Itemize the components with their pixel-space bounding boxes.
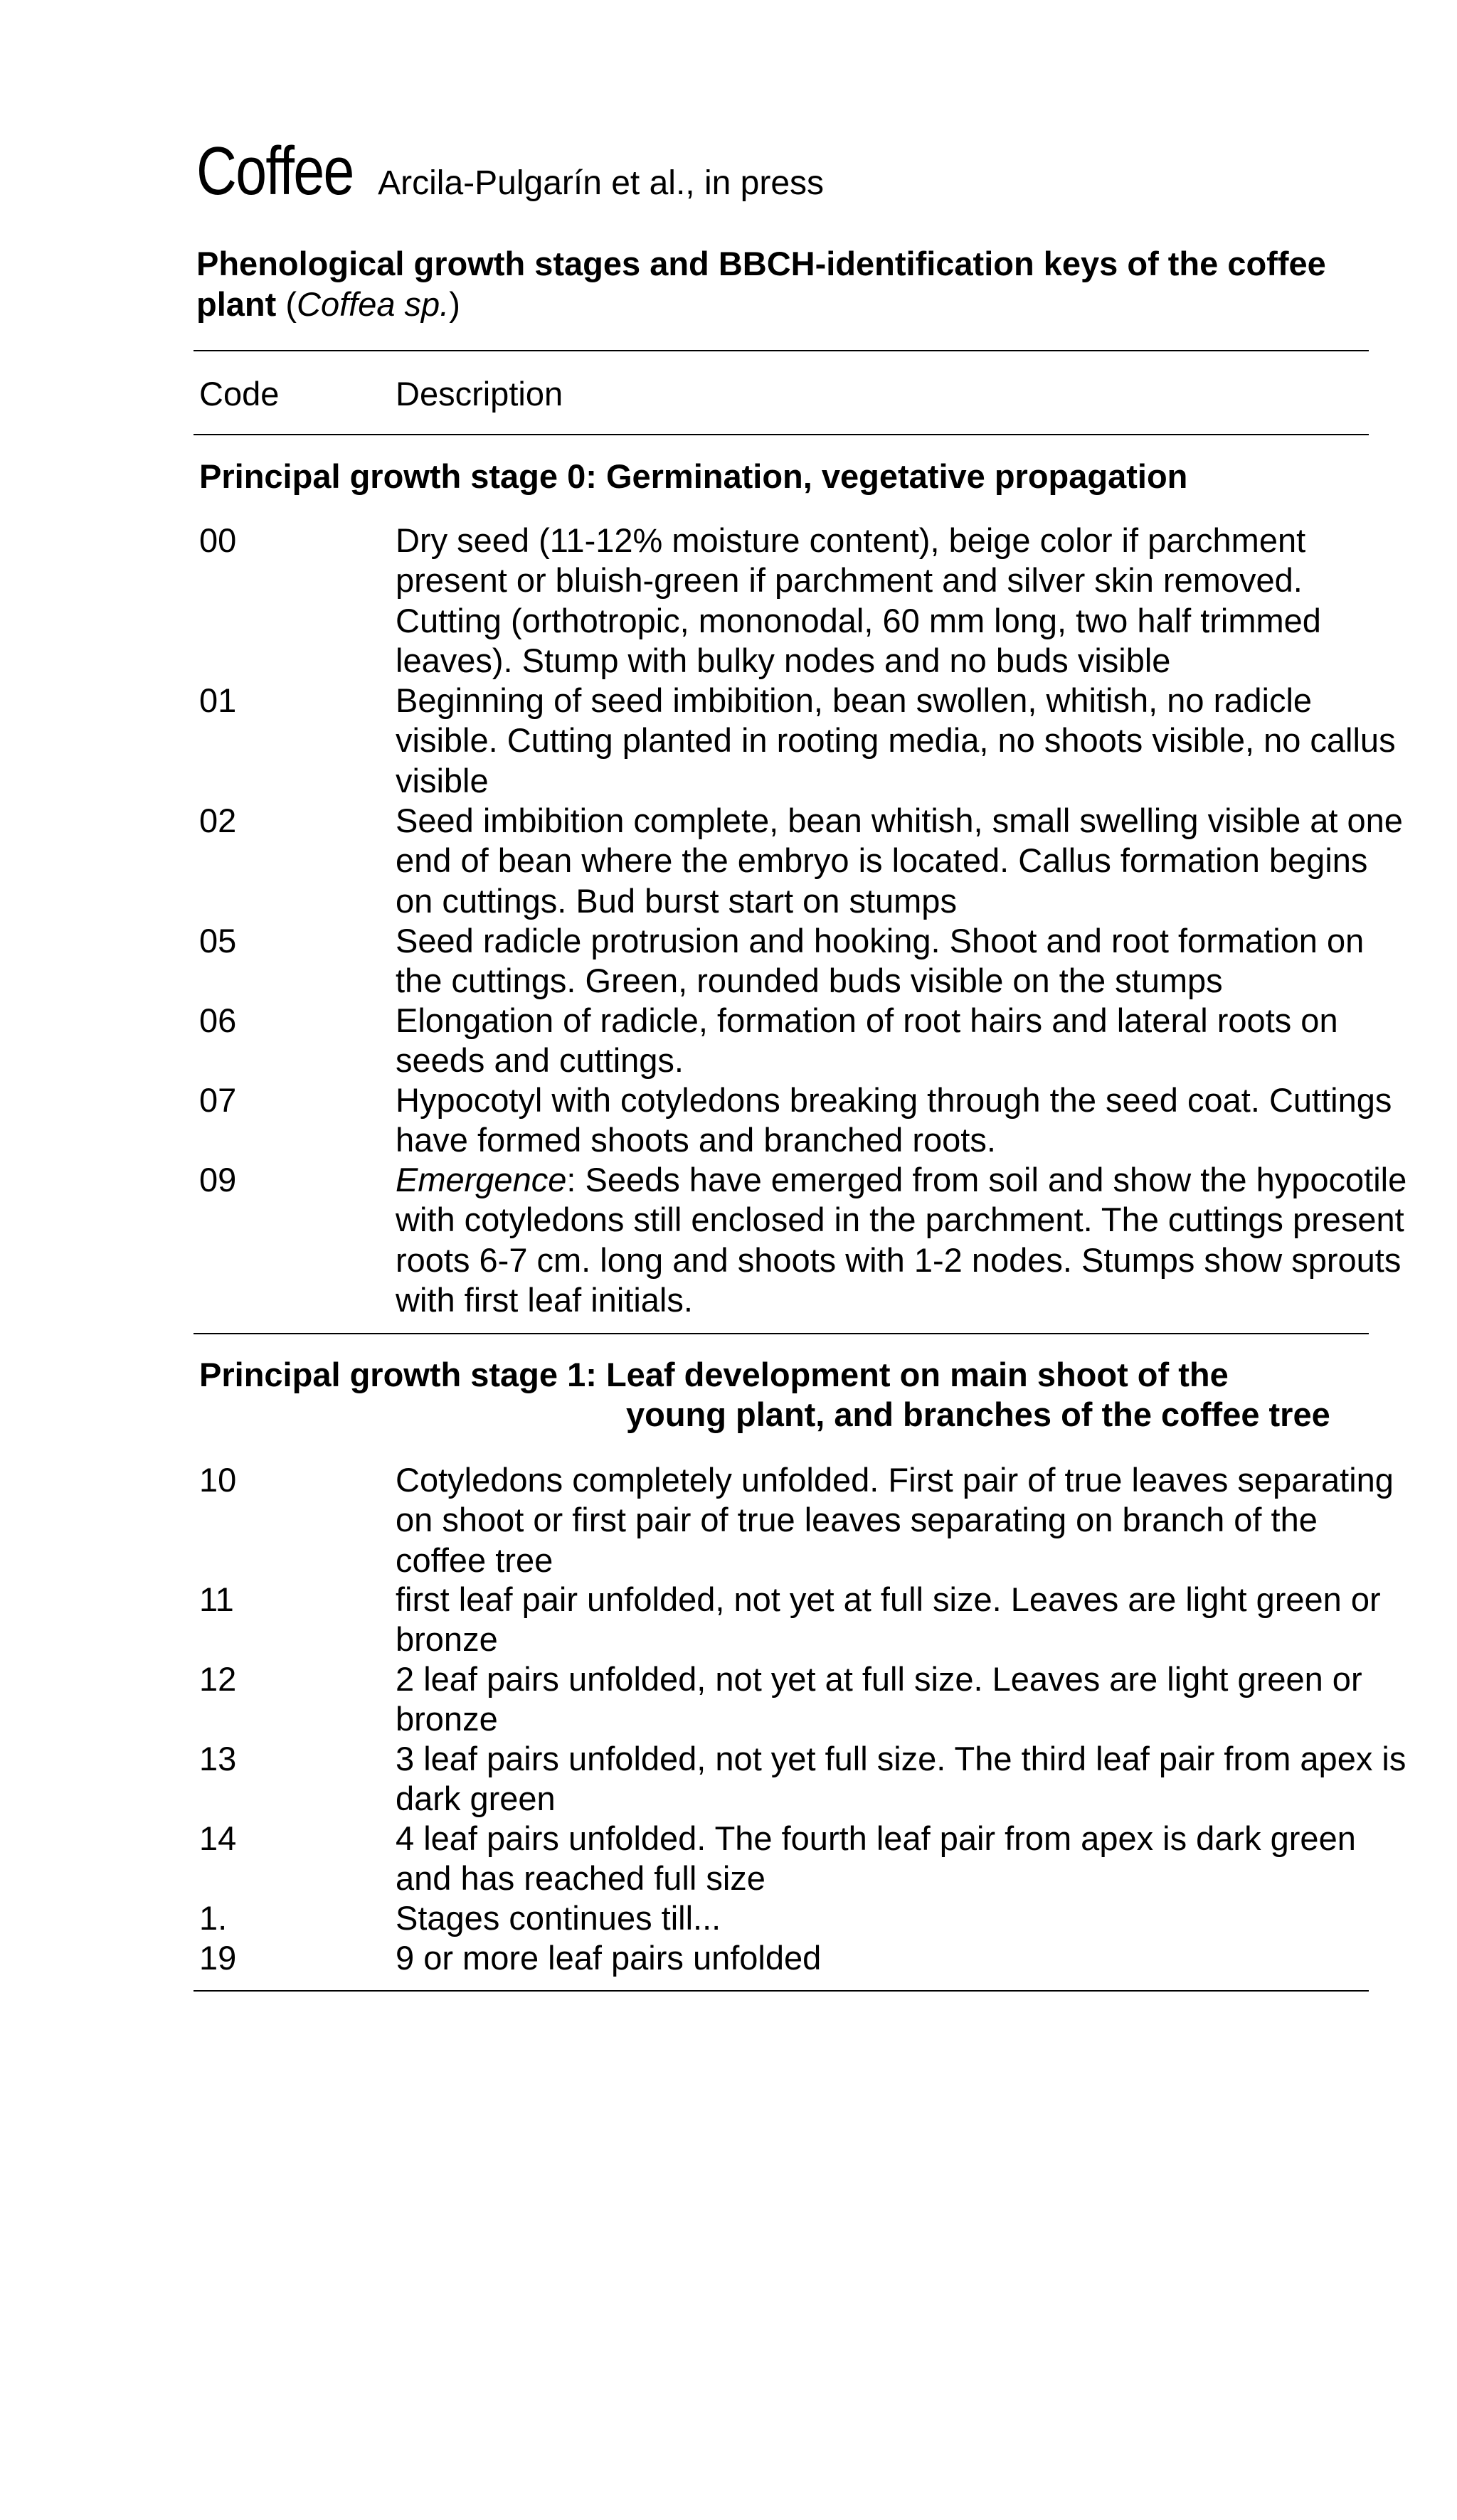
stage-0-end-rule <box>194 1333 1369 1334</box>
stage-1-code: 14 <box>199 1819 237 1857</box>
stage-1-code: 11 <box>199 1580 234 1618</box>
stage-0-description: Seed radicle protrusion and hooking. Shoot and root formation on the cuttings. Green, rounded buds visible on the stumps <box>396 922 1365 1000</box>
column-header-code: Code <box>199 375 280 413</box>
stage-1-code: 13 <box>199 1740 237 1777</box>
stage-0-code: 01 <box>199 681 237 719</box>
caption-species: Coffea sp. <box>297 285 450 323</box>
caption-open-paren: ( <box>276 285 297 323</box>
caption-bold-text: Phenological growth stages and BBCH-identification keys of the coffee plant <box>196 245 1326 323</box>
emergence-term: Emergence <box>396 1161 567 1198</box>
header-rule <box>194 434 1369 435</box>
stage-0-description: Beginning of seed imbibition, bean swollen, whitish, no radicle visible. Cutting planted in rooting media, no shoots visible, no callus visible <box>396 681 1396 799</box>
stage-0-description <box>396 1160 1413 1321</box>
stage-0-heading: Principal growth stage 0: Germination, vegetative propagation <box>199 457 1188 495</box>
stage-1-heading-line-1: Principal growth stage 1: Leaf development on main shoot of the <box>199 1356 1229 1393</box>
stage-1-heading-line-2: young plant, and branches of the coffee tree <box>626 1395 1330 1433</box>
stage-0-description-text: : Seeds have emerged from soil and show the hypocotile with cotyledons still enclosed in the parchment. The cuttings present roots 6-7 cm. long and shoots with 1-2 nodes. Stumps show sprouts with first leaf initials. <box>396 1161 1407 1319</box>
top-rule <box>194 350 1369 351</box>
stage-1-description: 4 leaf pairs unfolded. The fourth leaf pair from apex is dark green and has reached full size <box>396 1819 1356 1898</box>
stage-1-description: Stages continues till... <box>396 1899 721 1937</box>
stage-0-code: 09 <box>199 1161 237 1198</box>
stage-1-description: 2 leaf pairs unfolded, not yet at full size. Leaves are light green or bronze <box>396 1660 1362 1738</box>
stage-1-code: 12 <box>199 1660 237 1698</box>
stage-1-code: 1. <box>199 1899 228 1937</box>
stage-1-description: Cotyledons completely unfolded. First pair of true leaves separating on shoot or first pair of true leaves separating on branch of the coffee tree <box>396 1461 1394 1579</box>
title-line <box>196 132 824 211</box>
stage-1-code: 10 <box>199 1461 237 1499</box>
stage-1-description: 3 leaf pairs unfolded, not yet full size. The third leaf pair from apex is dark green <box>396 1740 1406 1818</box>
page-title: Coffee <box>196 133 354 209</box>
caption-close-paren: ) <box>449 285 460 323</box>
stage-0-description: Dry seed (11-12% moisture content), beige color if parchment present or bluish-green if parchment and silver skin removed. Cutting (orthotropic, mononodal, 60 mm long, two half trimmed leaves). Stump with bulky nodes and no buds visible <box>396 521 1321 680</box>
stage-0-description: Elongation of radicle, formation of root hairs and lateral roots on seeds and cuttings. <box>396 1001 1338 1080</box>
column-header-description: Description <box>396 375 563 413</box>
stage-0-code: 05 <box>199 922 237 959</box>
stage-0-code: 00 <box>199 521 237 559</box>
stage-1-code: 19 <box>199 1939 237 1977</box>
stage-0-code: 02 <box>199 802 237 839</box>
stage-0-code: 06 <box>199 1001 237 1039</box>
table-bottom-rule <box>194 1990 1369 1992</box>
title-reference: Arcila-Pulgarín et al., in press <box>378 164 825 202</box>
stage-1-description: 9 or more leaf pairs unfolded <box>396 1939 822 1977</box>
table-caption <box>196 243 1406 324</box>
stage-0-description: Hypocotyl with cotyledons breaking through the seed coat. Cuttings have formed shoots and branched roots. <box>396 1081 1392 1159</box>
stage-0-description: Seed imbibition complete, bean whitish, small swelling visible at one end of bean where the embryo is located. Callus formation begins on cuttings. Bud burst start on stumps <box>396 802 1403 920</box>
stage-1-description: first leaf pair unfolded, not yet at full size. Leaves are light green or bronze <box>396 1580 1381 1659</box>
stage-0-code: 07 <box>199 1081 237 1119</box>
